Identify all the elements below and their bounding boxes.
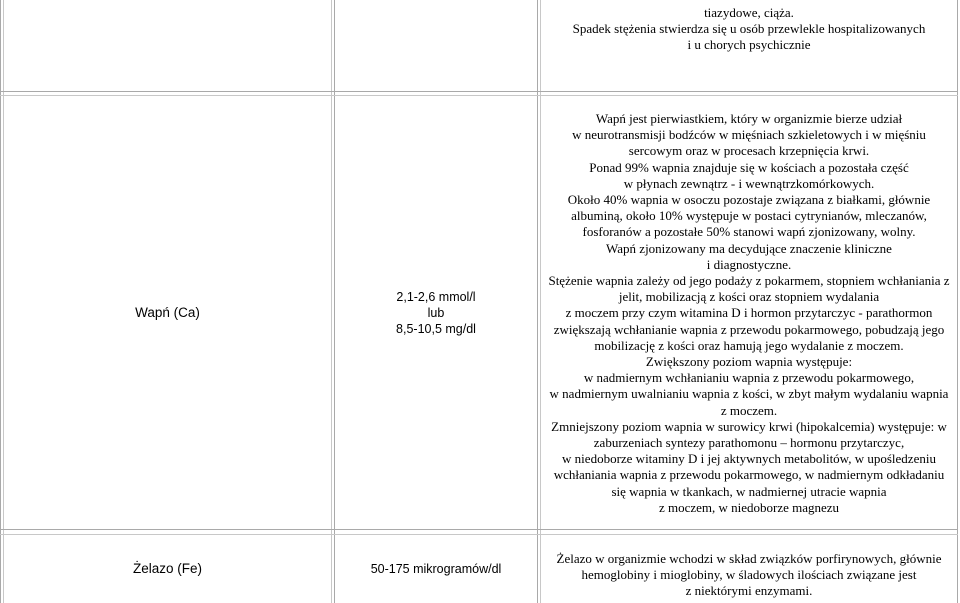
description-line: z moczem przy czym witamina D i hormon przytarczyc - parathormon xyxy=(565,305,933,321)
description-line: Zwiększony poziom wapnia występuje: xyxy=(645,354,853,370)
description-line: w płynach zewnątrz - i wewnątrzkomórkowych. xyxy=(623,175,875,191)
reference-range-line: 50-175 mikrogramów/dl xyxy=(370,562,502,576)
description-line: tiazydowe, ciąża. xyxy=(704,5,794,20)
description-line: z niektórymi enzymami. xyxy=(685,583,813,599)
description-line: zwiększają wchłanianie wapnia z przewodu pokarmowego, pobudzają jego xyxy=(553,321,945,337)
description-line: w nadmiernym wchłanianiu wapnia z przewodu pokarmowego, xyxy=(583,370,915,386)
description-line: się wapnia w tkankach, w nadmiernej utracie wapnia xyxy=(611,483,887,499)
description-line: w niedoborze witaminy D i jej aktywnych metabolitów, w upośledzeniu xyxy=(562,451,936,467)
description-cell xyxy=(541,111,957,516)
reference-range-line: 8,5-10,5 mg/dl xyxy=(396,321,476,336)
table-row xyxy=(541,5,957,54)
description-line: Zmniejszony poziom wapnia w surowicy krwi (hipokalcemia) występuje: w xyxy=(551,418,947,434)
table-row xyxy=(4,96,331,529)
description-line: Wapń zjonizowany ma decydujące znaczenie kliniczne xyxy=(606,240,892,256)
analyte-name: Wapń (Ca) xyxy=(135,304,200,320)
description-line: hemoglobiny i mioglobiny, w śladowych ilościach związane jest xyxy=(581,567,917,583)
analyte-name: Żelazo (Fe) xyxy=(132,561,203,576)
description-cell xyxy=(541,5,957,54)
reference-range-cell xyxy=(335,535,537,603)
description-line: fosforanów a pozostałe 50% stanowi wapń zjonizowany, wolny. xyxy=(582,224,916,240)
description-line: sercowym oraz w procesach krzepnięcia krwi. xyxy=(628,143,870,159)
table-border xyxy=(0,529,958,530)
description-line: Stężenie wapnia zależy od jego podaży z pokarmem, stopniem wchłaniania z xyxy=(548,273,950,289)
description-line: w nadmiernym uwalnianiu wapnia z kości, w zbyt małym wydalaniu wapnia xyxy=(549,386,949,402)
reference-range-cell xyxy=(335,96,537,529)
description-line: Ponad 99% wapnia znajduje się w kościach a pozostała część xyxy=(589,159,909,175)
reference-range-line: lub xyxy=(427,305,445,320)
description-line: w neurotransmisji bodźców w mięśniach szkieletowych i w mięśniu xyxy=(572,127,926,143)
description-line: Około 40% wapnia w osoczu pozostaje związana z białkami, głównie xyxy=(567,192,931,208)
description-line: zaburzeniach syntezy parathomonu – hormonu przytarczyc, xyxy=(593,435,905,451)
description-line: z moczem. xyxy=(720,402,778,418)
table-border xyxy=(0,91,958,92)
description-line: Wapń jest pierwiastkiem, który w organizmie bierze udział xyxy=(595,111,903,126)
description-cell xyxy=(541,551,957,600)
description-line: wchłaniania wapnia z przewodu pokarmowego, w nadmiernym odkładaniu xyxy=(553,467,945,483)
description-line: mobilizację z kości oraz hamują jego wydalanie z moczem. xyxy=(594,337,904,353)
description-line: i u chorych psychicznie xyxy=(687,37,811,53)
description-line: albuminą, około 10% występuje w postaci cytrynianów, mleczanów, xyxy=(571,208,927,224)
description-line: Żelazo w organizmie wchodzi w skład związków porfirynowych, głównie xyxy=(556,551,942,566)
description-line: z moczem, w niedoborze magnezu xyxy=(658,499,840,515)
description-line: Spadek stężenia stwierdza się u osób przewlekle hospitalizowanych xyxy=(572,21,926,37)
description-line: jelit, mobilizacją z kości oraz stopniem wydalania xyxy=(618,289,880,305)
table-row xyxy=(4,535,331,603)
reference-range-line: 2,1-2,6 mmol/l xyxy=(396,289,476,304)
description-line: i diagnostyczne. xyxy=(706,256,792,272)
